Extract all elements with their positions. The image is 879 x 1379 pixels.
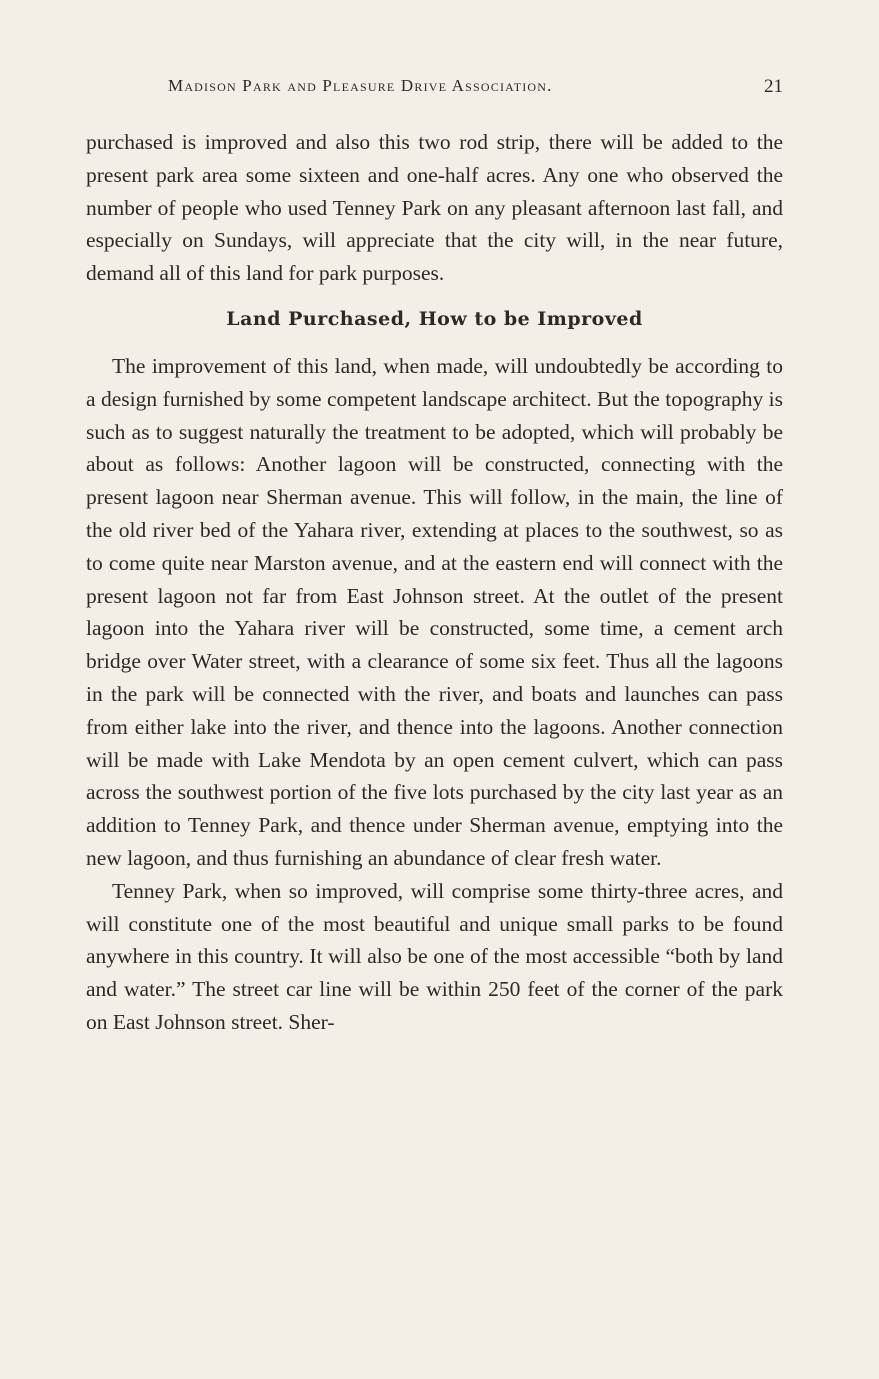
section-heading: Land Purchased, How to be Improved [226, 307, 643, 330]
running-title: Madison Park and Pleasure Drive Association. [168, 76, 553, 95]
running-head [86, 76, 783, 100]
body-text [86, 126, 783, 1039]
page-number: 21 [764, 76, 783, 97]
paragraph-improvement: The improvement of this land, when made, will undoubtedly be according to a design furnished by some competent landscape architect. But the topography is such as to suggest naturally the treatment to be adopted, which will probably be about as follows: Another lagoon will be constructed, connecting with the present lagoon near Sherman avenue. This will follow, in the main, the line of the old river bed of the Yahara river, extending at places to the southwest, so as to come quite near Marston avenue, and at the eastern end will connect with the present lagoon not far from East Johnson street. At the outlet of the present lagoon into the Yahara river will be constructed, some time, a cement arch bridge over Water street, with a clearance of some six feet. Thus all the lagoons in the park will be connected with the river, and boats and launches can pass from either lake into the river, and thence into the lagoons. Another connection will be made with Lake Mendota by an open cement culvert, which can pass across the southwest portion of the five lots purchased by the city last year as an addition to Tenney Park, and thence under Sherman avenue, emptying into the new lagoon, and thus furnishing an abundance of clear fresh water. [86, 353, 783, 870]
paragraph-tenney-park: Tenney Park, when so improved, will comprise some thirty-three acres, and will constitute one of the most beautiful and unique small parks to be found anywhere in this country. It will also be one of the most accessible “both by land and water.” The street car line will be within 250 feet of the corner of the park on East Johnson street. Sher- [86, 878, 783, 1034]
paragraph-continuation: purchased is improved and also this two rod strip, there will be added to the present park area some sixteen and one-half acres. Any one who observed the number of people who used Tenney Park on any pleasant afternoon last fall, and especially on Sundays, will appreciate that the city will, in the near future, demand all of this land for park purposes. [86, 130, 783, 286]
